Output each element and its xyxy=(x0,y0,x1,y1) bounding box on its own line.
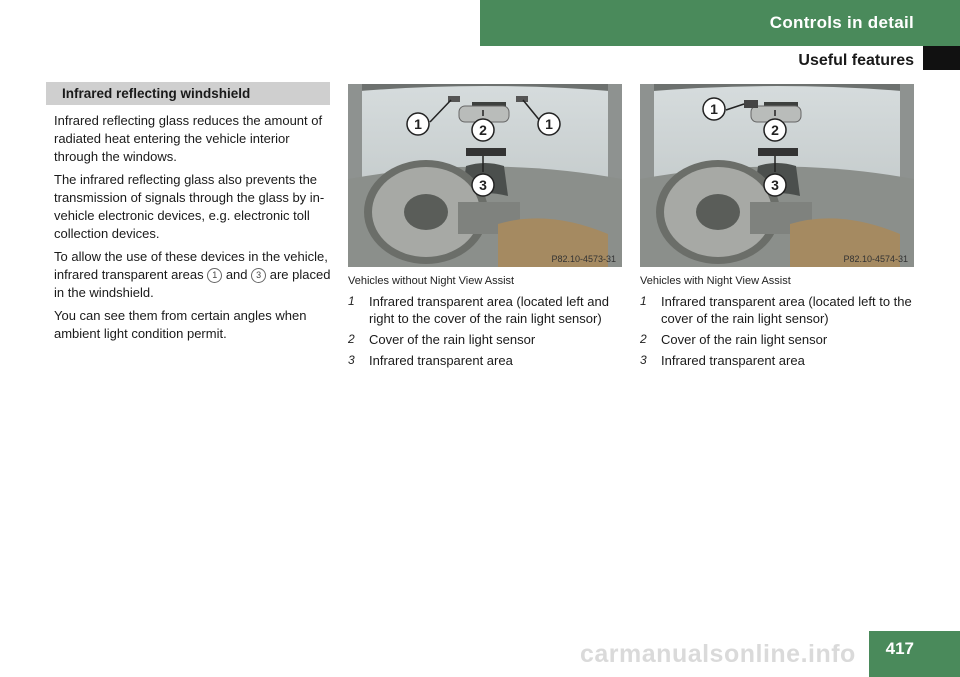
figure-without-night-view xyxy=(348,84,622,267)
callout-label: 3 xyxy=(771,177,779,193)
callout-label: 3 xyxy=(479,177,487,193)
section-heading: Infrared reflecting windshield xyxy=(46,82,330,105)
callout-label: 1 xyxy=(710,101,718,117)
chapter-header xyxy=(480,0,960,46)
callout-label: 2 xyxy=(771,122,779,138)
legend-number: 3 xyxy=(348,353,355,367)
legend-item xyxy=(640,293,916,327)
figure-1-caption: Vehicles without Night View Assist xyxy=(348,275,515,287)
legend-number: 1 xyxy=(640,294,647,308)
figure-1-legend xyxy=(348,293,624,373)
paragraph-3-part-c: are placed in the windshield. xyxy=(54,267,331,300)
legend-text: Cover of the rain light sensor xyxy=(661,332,828,347)
body-text xyxy=(54,112,332,348)
legend-number: 2 xyxy=(640,332,647,346)
legend-text: Infrared transparent area xyxy=(369,353,513,368)
legend-item xyxy=(348,331,624,348)
figure-2-legend xyxy=(640,293,916,373)
figure-code: P82.10-4574-31 xyxy=(843,254,908,264)
callout-label: 1 xyxy=(545,116,553,132)
paragraph-4: You can see them from certain angles when ambient light condition permit. xyxy=(54,308,307,341)
figure-2-caption: Vehicles with Night View Assist xyxy=(640,275,791,287)
legend-item xyxy=(640,331,916,348)
paragraph-1: Infrared reflecting glass reduces the amount of radiated heat entering the vehicle interior through the windows. xyxy=(54,113,323,164)
legend-text: Cover of the rain light sensor xyxy=(369,332,536,347)
callout-label: 1 xyxy=(414,116,422,132)
paragraph-2: The infrared reflecting glass also prevents the transmission of signals through the glass by in-vehicle electronic devices, e.g. electronic toll collection devices. xyxy=(54,172,325,241)
figure-with-night-view xyxy=(640,84,914,267)
legend-item xyxy=(348,293,624,327)
legend-number: 3 xyxy=(640,353,647,367)
chapter-title: Controls in detail xyxy=(769,13,914,32)
paragraph-3 xyxy=(54,248,332,302)
page-number: 417 xyxy=(869,631,960,677)
legend-item xyxy=(640,352,916,369)
legend-text: Infrared transparent area (located left to the cover of the rain light sensor) xyxy=(661,294,912,326)
windshield-illustration-2 xyxy=(640,84,914,267)
callout-ref-3: 3 xyxy=(251,268,266,283)
legend-item xyxy=(348,352,624,369)
legend-number: 2 xyxy=(348,332,355,346)
callout-label: 2 xyxy=(479,122,487,138)
section-title: Useful features xyxy=(798,52,914,69)
section-tab-marker xyxy=(923,46,960,70)
legend-number: 1 xyxy=(348,294,355,308)
paragraph-3-part-b: and xyxy=(222,267,252,282)
legend-text: Infrared transparent area xyxy=(661,353,805,368)
callout-ref-1: 1 xyxy=(207,268,222,283)
windshield-illustration-1 xyxy=(348,84,622,267)
paragraph-3-part-a: To allow the use of these devices in the vehicle, infrared transparent areas xyxy=(54,249,328,282)
legend-text: Infrared transparent area (located left and right to the cover of the rain light sensor) xyxy=(369,294,609,326)
figure-code: P82.10-4573-31 xyxy=(551,254,616,264)
watermark: carmanualsonline.info xyxy=(580,640,856,668)
